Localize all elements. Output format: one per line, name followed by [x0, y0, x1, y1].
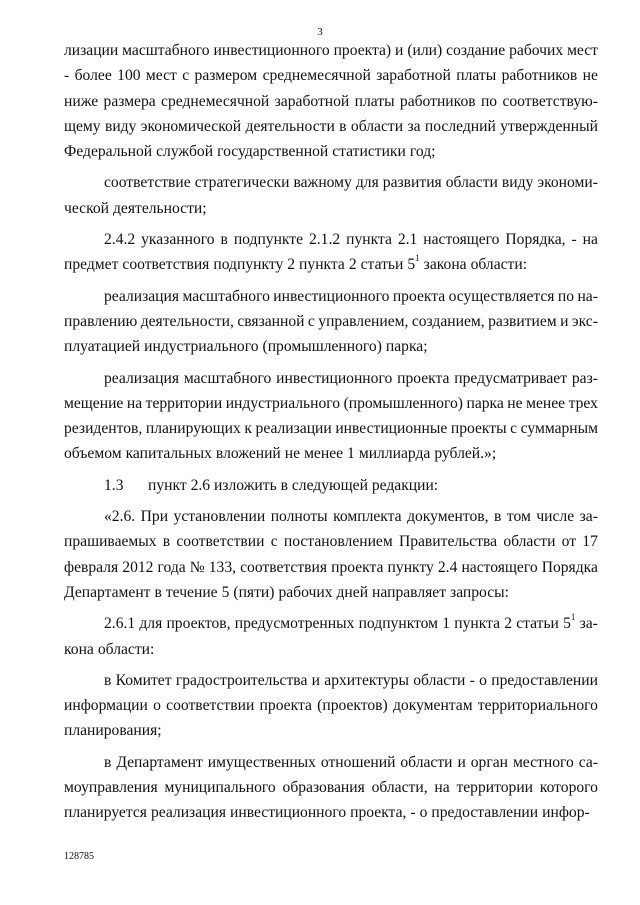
text-line: «2.6. При установлении полноты комплекта документов, в том числе за-	[104, 508, 598, 526]
text-line: соответствие стратегически важному для развития области виду экономи-	[104, 174, 598, 192]
text-line: 2.4.2 указанного в подпункте 2.1.2 пункта 2.1 настоящего Порядка, - на	[104, 231, 598, 249]
text-line: планируется реализация инвестиционного проекта, - о предоставлении инфор-	[64, 804, 590, 822]
text-line: 1.3 пункт 2.6 изложить в следующей редакции:	[64, 473, 598, 498]
page-number: 3	[317, 26, 323, 38]
text-line: предмет соответствия подпункту 2 пункта 2 статьи $5^1$ закона области:	[64, 253, 528, 274]
text-line: Департамент в течение 5 (пяти) рабочих дней направляет запросы:	[64, 583, 509, 601]
text-line: ческой деятельности;	[64, 199, 207, 217]
text-line: - более 100 мест с размером среднемесячной заработной платы работников не	[64, 67, 598, 85]
text-line: правлению деятельности, связанной с управлением, созданием, развитием и экс-	[64, 312, 598, 330]
text-line: объемом капитальных вложений не менее 1 миллиарда рублей.»;	[64, 445, 497, 463]
text-line: информации о соответствии проекта (проектов) документам территориального	[64, 697, 598, 715]
text-line: планирования;	[64, 722, 162, 740]
text-line: в Департамент имущественных отношений области и орган местного са-	[104, 753, 598, 771]
text-line: в Комитет градостроительства и архитектуры области - о предоставлении	[104, 671, 598, 689]
document-body	[64, 38, 598, 826]
text-line: резидентов, планирующих к реализации инвестиционные проекты с суммарным	[64, 420, 598, 438]
text-line: мещение на территории индустриального (промышленного) парка не менее трех	[64, 394, 598, 412]
text-line: прашиваемых в соответствии с постановлением Правительства области от 17	[64, 533, 598, 551]
text-line: 2.6.1 для проектов, предусмотренных подпунктом 1 пункта 2 статьи $5^1$ за-	[104, 612, 598, 633]
text-line: Федеральной службой государственной статистики год;	[64, 143, 436, 161]
text-line: реализация масштабного инвестиционного проекта осуществляется по на-	[104, 287, 598, 305]
text-line: февраля 2012 года № 133, соответствия проекта пункту 2.4 настоящего Порядка	[64, 558, 598, 576]
document-code: 128785	[64, 851, 94, 862]
item-number: 1.3	[104, 476, 124, 494]
text-line: щему виду экономической деятельности в области за последний утвержденный	[64, 117, 598, 135]
text-line: ниже размера среднемесячной заработной платы работников по соответствую-	[64, 92, 598, 110]
text-line: кона области:	[64, 640, 155, 658]
text-line: реализация масштабного инвестиционного проекта предусматривает раз-	[104, 369, 598, 387]
text-line: моуправления муниципального образования области, на территории которого	[64, 779, 598, 797]
text-line: плуатацией индустриального (промышленного) парка;	[64, 338, 428, 356]
text-line: лизации масштабного инвестиционного проекта) и (или) создание рабочих мест	[64, 42, 598, 59]
